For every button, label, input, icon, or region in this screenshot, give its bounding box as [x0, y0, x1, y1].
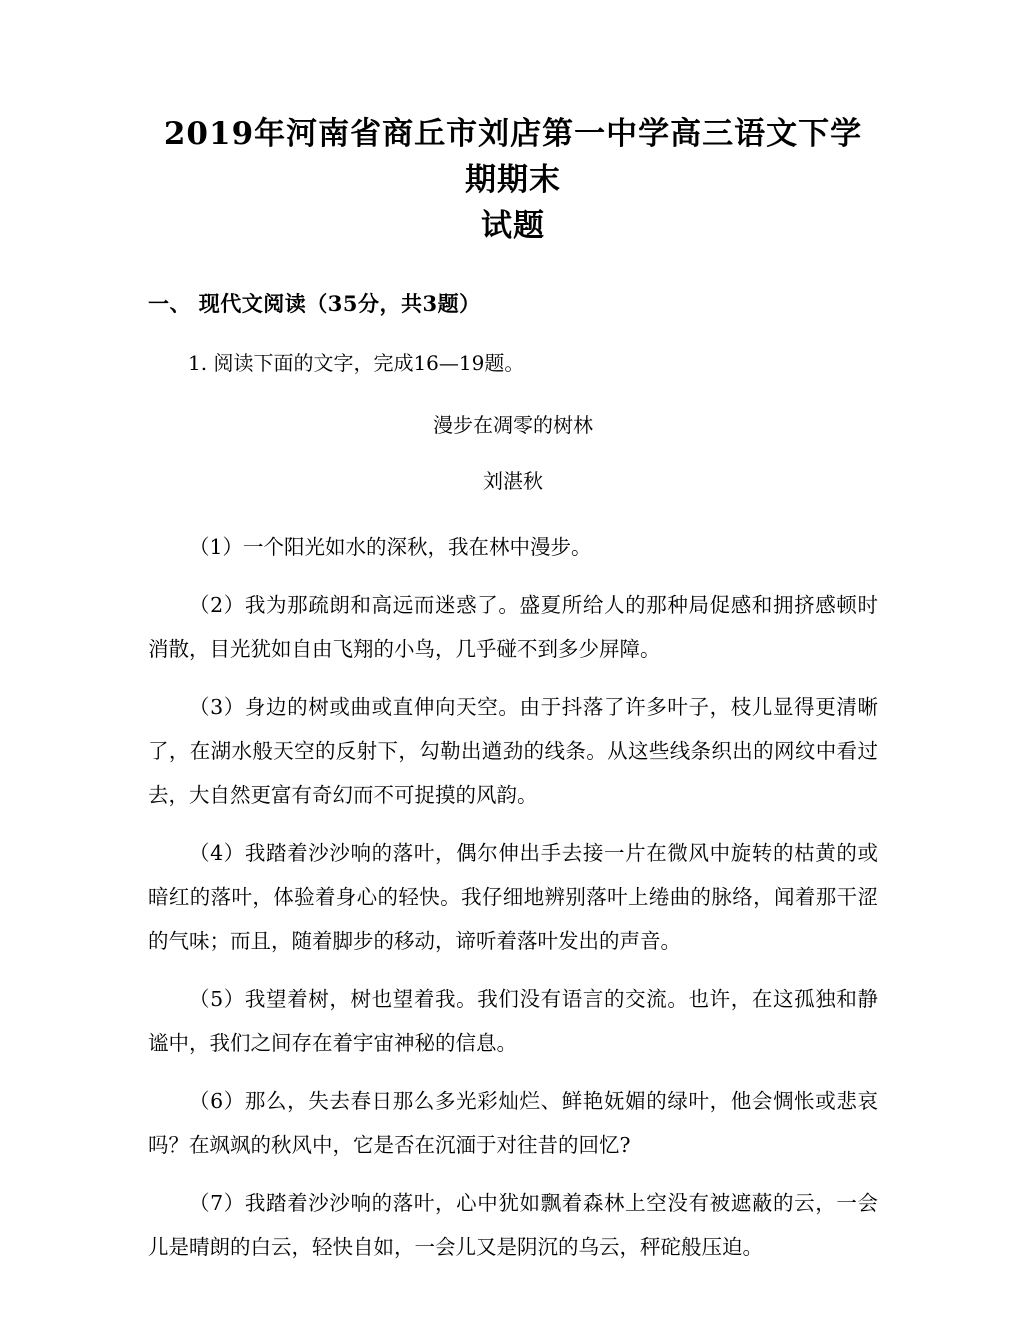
section-heading: 一、 现代文阅读（35分，共3题）: [148, 290, 481, 316]
article-paragraph-5: （5）我望着树，树也望着我。我们没有语言的交流。也许，在这孤独和静谧中，我们之间存在着宇宙神秘的信息。: [148, 986, 878, 1055]
document-title: [148, 112, 878, 250]
document-title-line-2: 试题: [481, 207, 545, 244]
document-title-line-1: 2019年河南省商丘市刘店第一中学高三语文下学期期末: [163, 116, 863, 198]
article-paragraph-4: （4）我踏着沙沙响的落叶，偶尔伸出手去接一片在微风中旋转的枯黄的或暗红的落叶，体验着身心的轻快。我仔细地辨别落叶上绻曲的脉络，闻着那干涩的气味；而且，随着脚步的移动，谛听着落叶发出的声音。: [148, 840, 878, 953]
article-paragraph-6: （6）那么，失去春日那么多光彩灿烂、鲜艳妩媚的绿叶，他会惆怅或悲哀吗？在飒飒的秋风中，它是否在沉湎于对往昔的回忆?: [148, 1088, 878, 1157]
article-title: 漫步在凋零的树林: [433, 412, 593, 437]
article-paragraph-7: （7）我踏着沙沙响的落叶，心中犹如飘着森林上空没有被遮蔽的云，一会儿是晴朗的白云，轻快自如，一会儿又是阴沉的乌云，秤砣般压迫。: [148, 1190, 878, 1259]
article-paragraph-2: （2）我为那疏朗和高远而迷惑了。盛夏所给人的那种局促感和拥挤感顿时消散，目光犹如自由飞翔的小鸟，几乎碰不到多少屏障。: [148, 592, 878, 661]
article-paragraph-3: （3）身边的树或曲或直伸向天空。由于抖落了许多叶子，枝儿显得更清晰了，在湖水般天空的反射下，勾勒出遒劲的线条。从这些线条织出的网纹中看过去，大自然更富有奇幻而不可捉摸的风韵。: [148, 694, 878, 807]
question-intro: 1. 阅读下面的文字，完成16—19题。: [188, 350, 525, 375]
article-author: 刘湛秋: [483, 468, 543, 493]
article-paragraph-1: （1）一个阳光如水的深秋，我在林中漫步。: [189, 534, 592, 559]
